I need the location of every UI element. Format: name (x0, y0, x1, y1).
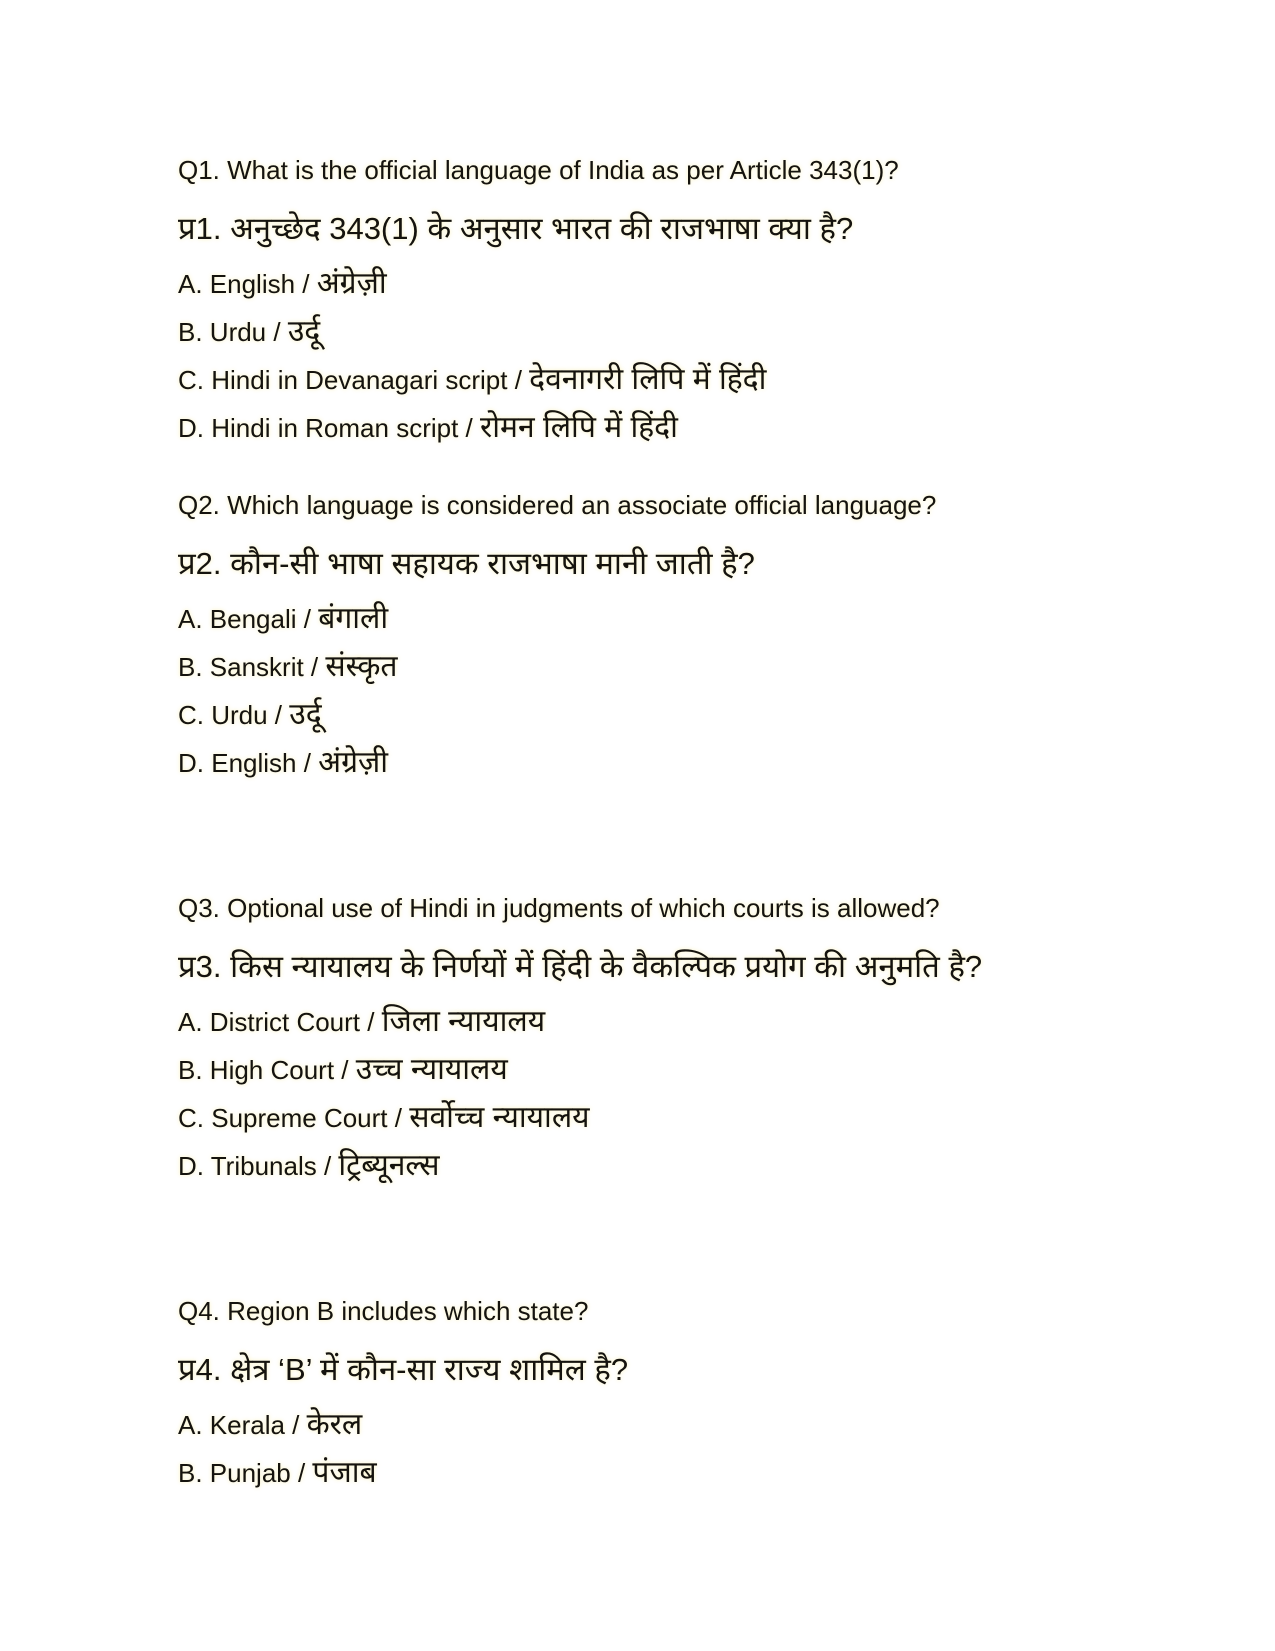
option-english-text: B. Sanskrit / (178, 652, 326, 682)
question-2-option-b (178, 643, 1215, 691)
option-hindi-text: अंग्रेज़ी (318, 746, 389, 779)
question-3-english: Q3. Optional use of Hindi in judgments of which courts is allowed? (178, 893, 940, 923)
question-block-4 (178, 1287, 1215, 1497)
option-english-text: D. Tribunals / (178, 1151, 339, 1181)
question-1-english: Q1. What is the official language of India as per Article 343(1)? (178, 155, 899, 185)
option-english-text: D. Hindi in Roman script / (178, 413, 480, 443)
option-hindi-text: सर्वोच्च न्यायालय (409, 1101, 590, 1134)
option-hindi-text: केरल (306, 1408, 363, 1441)
option-hindi-text: जिला न्यायालय (381, 1005, 546, 1038)
option-hindi-text: उच्च न्यायालय (355, 1053, 508, 1086)
option-hindi-text: बंगाली (318, 602, 389, 635)
option-english-text: D. English / (178, 748, 319, 778)
question-2-hindi: प्र2. कौन-सी भाषा सहायक राजभाषा मानी जाती है? (178, 546, 755, 581)
question-2-english: Q2. Which language is considered an associate official language? (178, 490, 937, 520)
question-3-option-d (178, 1142, 1215, 1190)
question-3-hindi: प्र3. किस न्यायालय के निर्णयों में हिंदी के वैकल्पिक प्रयोग की अनुमति है? (178, 949, 983, 984)
option-english-text: B. Urdu / (178, 317, 288, 347)
option-hindi-text: रोमन लिपि में हिंदी (479, 411, 678, 444)
option-hindi-text: उर्दू (287, 315, 321, 348)
question-1-option-c (178, 356, 1215, 404)
option-english-text: A. English / (178, 269, 317, 299)
question-1-hindi: प्र1. अनुच्छेद 343(1) के अनुसार भारत की राजभाषा क्या है? (178, 211, 854, 246)
question-3-option-c (178, 1094, 1215, 1142)
question-3-option-b (178, 1046, 1215, 1094)
option-hindi-text: अंग्रेज़ी (316, 267, 387, 300)
option-english-text: C. Hindi in Devanagari script / (178, 365, 530, 395)
option-english-text: A. District Court / (178, 1007, 382, 1037)
question-block-3 (178, 884, 1215, 1190)
question-2-option-a (178, 595, 1215, 643)
question-3-option-a (178, 998, 1215, 1046)
question-4-english: Q4. Region B includes which state? (178, 1296, 589, 1326)
option-hindi-text: ट्रिब्यूनल्स (338, 1149, 440, 1182)
question-4-option-b (178, 1449, 1215, 1497)
option-english-text: A. Kerala / (178, 1410, 307, 1440)
question-1-option-b (178, 308, 1215, 356)
question-4-hindi: प्र4. क्षेत्र ‘B’ में कौन-सा राज्य शामिल है? (178, 1352, 629, 1387)
question-1-option-a (178, 260, 1215, 308)
question-2-option-d (178, 739, 1215, 787)
option-hindi-text: पंजाब (312, 1456, 377, 1489)
option-english-text: A. Bengali / (178, 604, 319, 634)
option-english-text: C. Supreme Court / (178, 1103, 410, 1133)
question-4-option-a (178, 1401, 1215, 1449)
question-2-option-c (178, 691, 1215, 739)
question-block-2 (178, 481, 1215, 787)
option-hindi-text: देवनागरी लिपि में हिंदी (529, 363, 767, 396)
question-block-1 (178, 146, 1215, 452)
option-english-text: B. Punjab / (178, 1458, 313, 1488)
option-english-text: C. Urdu / (178, 700, 290, 730)
option-english-text: B. High Court / (178, 1055, 356, 1085)
question-1-option-d (178, 404, 1215, 452)
option-hindi-text: संस्कृत (325, 650, 398, 683)
option-hindi-text: उर्दू (289, 698, 322, 731)
